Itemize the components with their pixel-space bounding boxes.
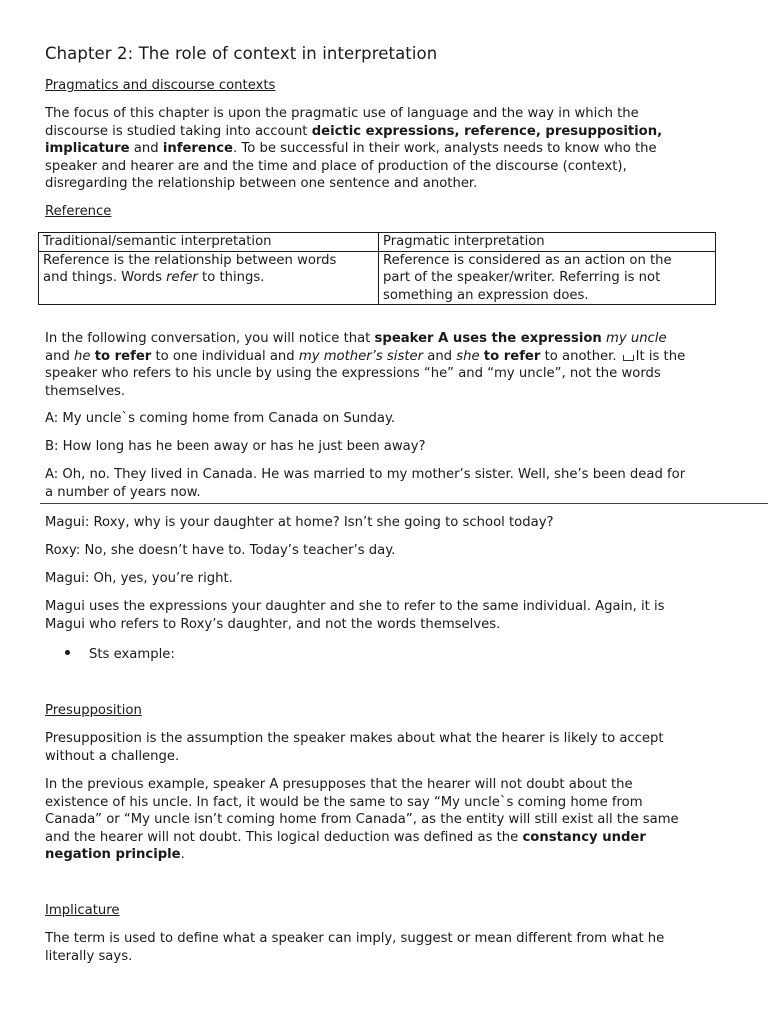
table-cell-semantic: Reference is the relationship between words and things. Words refer to things. bbox=[39, 251, 379, 305]
list-item: Sts example: bbox=[65, 646, 175, 664]
table-header-pragmatic: Pragmatic interpretation bbox=[379, 233, 716, 252]
section-heading-presupposition: Presupposition bbox=[45, 703, 142, 718]
conversation-intro-paragraph: In the following conversation, you will notice that speaker A uses the expression my uncle and he to refer to one individual and my mother’s sister and she to refer to another. It is the speaker who refers to his uncle by using the expressions “he” and “my uncle”, not the words themselves. bbox=[45, 331, 686, 399]
section-heading-reference: Reference bbox=[45, 204, 112, 219]
reference-comparison-table bbox=[38, 232, 716, 305]
dialogue-line-magui-1: Magui: Roxy, why is your daughter at home? Isn’t she going to school today? bbox=[45, 515, 554, 530]
presupposition-example: In the previous example, speaker A presupposes that the hearer will not doubt about the existence of his uncle. In fact, it would be the same to say “My uncle`s coming home from Canada” or “My uncle isn’t coming home from Canada”, as the entity will still exist all the same and the hearer will not doubt. This logical deduction was defined as the constancy under negation principle. bbox=[45, 777, 679, 863]
bullet-icon bbox=[65, 650, 70, 655]
horizontal-divider bbox=[40, 503, 768, 504]
table-row bbox=[39, 251, 716, 305]
table-cell-pragmatic: Reference is considered as an action on the part of the speaker/writer. Referring is not something an expression does. bbox=[379, 251, 716, 305]
table-header-semantic: Traditional/semantic interpretation bbox=[39, 233, 379, 252]
chapter-title: Chapter 2: The role of context in interpretation bbox=[45, 44, 438, 63]
comment-anchor-icon bbox=[623, 355, 634, 361]
intro-line-1: The focus of this chapter is upon the pragmatic use of language and the way in which the bbox=[45, 106, 639, 121]
intro-line-5: disregarding the relationship between one sentence and another. bbox=[45, 176, 478, 192]
table-header-row bbox=[39, 233, 716, 252]
section-heading-implicature: Implicature bbox=[45, 903, 120, 918]
intro-line-2: discourse is studied taking into account deictic expressions, reference, presupposition, bbox=[45, 123, 663, 139]
dialogue-line-magui-2: Magui: Oh, yes, you’re right. bbox=[45, 571, 233, 586]
dialogue-line-a1: A: My uncle`s coming home from Canada on Sunday. bbox=[45, 411, 396, 426]
key-terms: deictic expressions, reference, presupposition, bbox=[311, 123, 663, 139]
dialogue-line-b1: B: How long has he been away or has he just been away? bbox=[45, 439, 426, 454]
dialogue-line-roxy-1: Roxy: No, she doesn’t have to. Today’s teacher’s day. bbox=[45, 543, 396, 558]
implicature-definition: The term is used to define what a speaker can imply, suggest or mean different from what he literally says. bbox=[45, 931, 665, 964]
presupposition-definition: Presupposition is the assumption the speaker makes about what the hearer is likely to accept without a challenge. bbox=[45, 731, 664, 764]
intro-line-3: implicature and inference. To be successful in their work, analysts needs to know who the bbox=[45, 141, 657, 157]
intro-paragraph bbox=[45, 105, 725, 193]
dialogue-explanation: Magui uses the expressions your daughter and she to refer to the same individual. Again, it is Magui who refers to Roxy’s daughter, and not the words themselves. bbox=[45, 599, 665, 632]
intro-line-4: speaker and hearer are and the time and place of production of the discourse (context), bbox=[45, 158, 627, 174]
section-heading-pragmatics: Pragmatics and discourse contexts bbox=[45, 78, 276, 93]
dialogue-line-a2: A: Oh, no. They lived in Canada. He was married to my mother’s sister. Well, she’s been dead for a number of years now. bbox=[45, 467, 686, 500]
